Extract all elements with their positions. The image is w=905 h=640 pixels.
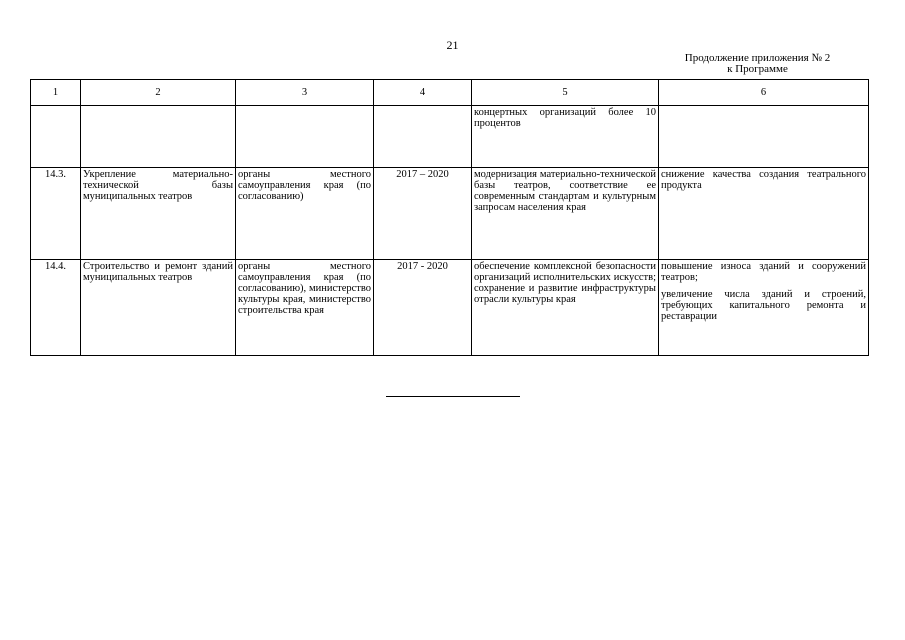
executors-cell bbox=[236, 106, 374, 168]
column-number-1: 1 bbox=[31, 80, 81, 106]
table-row-14-4 bbox=[31, 260, 869, 356]
consequence-item: увеличение числа зданий и строений, требующих капитального ремонта и реставрации bbox=[661, 289, 866, 322]
appendix-note bbox=[620, 53, 895, 75]
consequences-cell bbox=[659, 168, 869, 260]
column-number-5: 5 bbox=[472, 80, 659, 106]
consequence-item: снижение качества создания театрального продукта bbox=[661, 169, 866, 191]
executors-cell: органы местного самоуправления края (по согласованию), министерство культуры края, министерство строительства края bbox=[236, 260, 374, 356]
executors-cell: органы местного самоуправления края (по согласованию) bbox=[236, 168, 374, 260]
period-cell bbox=[374, 106, 472, 168]
row-number: 14.3. bbox=[31, 168, 81, 260]
event-cell: Строительство и ремонт зданий муниципальных театров bbox=[81, 260, 236, 356]
event-cell: Укрепление материально-технической базы муниципальных театров bbox=[81, 168, 236, 260]
consequences-cell bbox=[659, 260, 869, 356]
event-cell bbox=[81, 106, 236, 168]
column-number-2: 2 bbox=[81, 80, 236, 106]
table-row-14-3 bbox=[31, 168, 869, 260]
result-cell: обеспечение комплексной безопасности организаций исполнительских искусств; сохранение и развитие инфраструктуры отрасли культуры края bbox=[472, 260, 659, 356]
row-number bbox=[31, 106, 81, 168]
table-row-continuation bbox=[31, 106, 869, 168]
program-table bbox=[30, 79, 869, 356]
result-cell: концертных организаций более 10 процентов bbox=[472, 106, 659, 168]
consequence-item: повышение износа зданий и сооружений театров; bbox=[661, 261, 866, 283]
result-cell: модернизация материально-технической базы театров, соответствие ее современным стандартам и культурным запросам населения края bbox=[472, 168, 659, 260]
row-number: 14.4. bbox=[31, 260, 81, 356]
column-number-4: 4 bbox=[374, 80, 472, 106]
column-number-6: 6 bbox=[659, 80, 869, 106]
period-cell: 2017 – 2020 bbox=[374, 168, 472, 260]
period-cell: 2017 - 2020 bbox=[374, 260, 472, 356]
page-number: 21 bbox=[446, 38, 459, 52]
column-number-row bbox=[31, 80, 869, 106]
footer-rule bbox=[386, 396, 520, 397]
consequences-cell bbox=[659, 106, 869, 168]
column-number-3: 3 bbox=[236, 80, 374, 106]
appendix-line-1: Продолжение приложения № 2 bbox=[684, 52, 831, 64]
appendix-line-2: к Программе bbox=[727, 63, 788, 75]
